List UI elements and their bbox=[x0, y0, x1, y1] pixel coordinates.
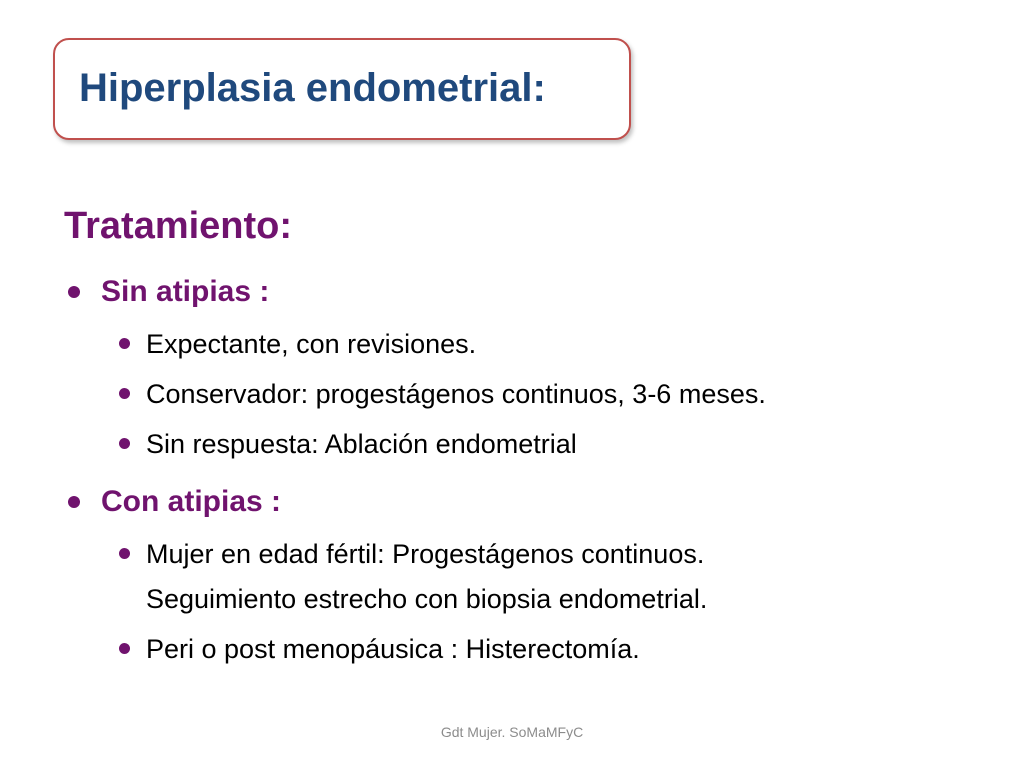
section-heading: Tratamiento: bbox=[64, 205, 293, 247]
bullet-dot-icon bbox=[119, 438, 130, 449]
group-label-sin-atipias: Sin atipias : bbox=[101, 275, 270, 308]
bullet-dot-icon bbox=[68, 496, 80, 508]
slide-title: Hiperplasia endometrial: bbox=[79, 66, 546, 110]
list-item: Conservador: progestágenos continuos, 3-6 meses. bbox=[146, 379, 766, 409]
list-item: Peri o post menopáusica : Histerectomía. bbox=[146, 634, 640, 664]
list-item: Sin respuesta: Ablación endometrial bbox=[146, 429, 577, 459]
bullet-dot-icon bbox=[119, 643, 130, 654]
list-item: Expectante, con revisiones. bbox=[146, 329, 477, 359]
bullet-dot-icon bbox=[119, 388, 130, 399]
list-item-continuation: Seguimiento estrecho con biopsia endometrial. bbox=[146, 584, 708, 614]
bullet-dot-icon bbox=[119, 548, 130, 559]
title-box bbox=[53, 38, 631, 140]
bullet-dot-icon bbox=[119, 338, 130, 349]
group-label-con-atipias: Con atipias : bbox=[101, 485, 282, 518]
list-item: Mujer en edad fértil: Progestágenos continuos. bbox=[146, 539, 705, 569]
footer-text: Gdt Mujer. SoMaMFyC bbox=[440, 724, 584, 740]
bullet-dot-icon bbox=[68, 286, 80, 298]
